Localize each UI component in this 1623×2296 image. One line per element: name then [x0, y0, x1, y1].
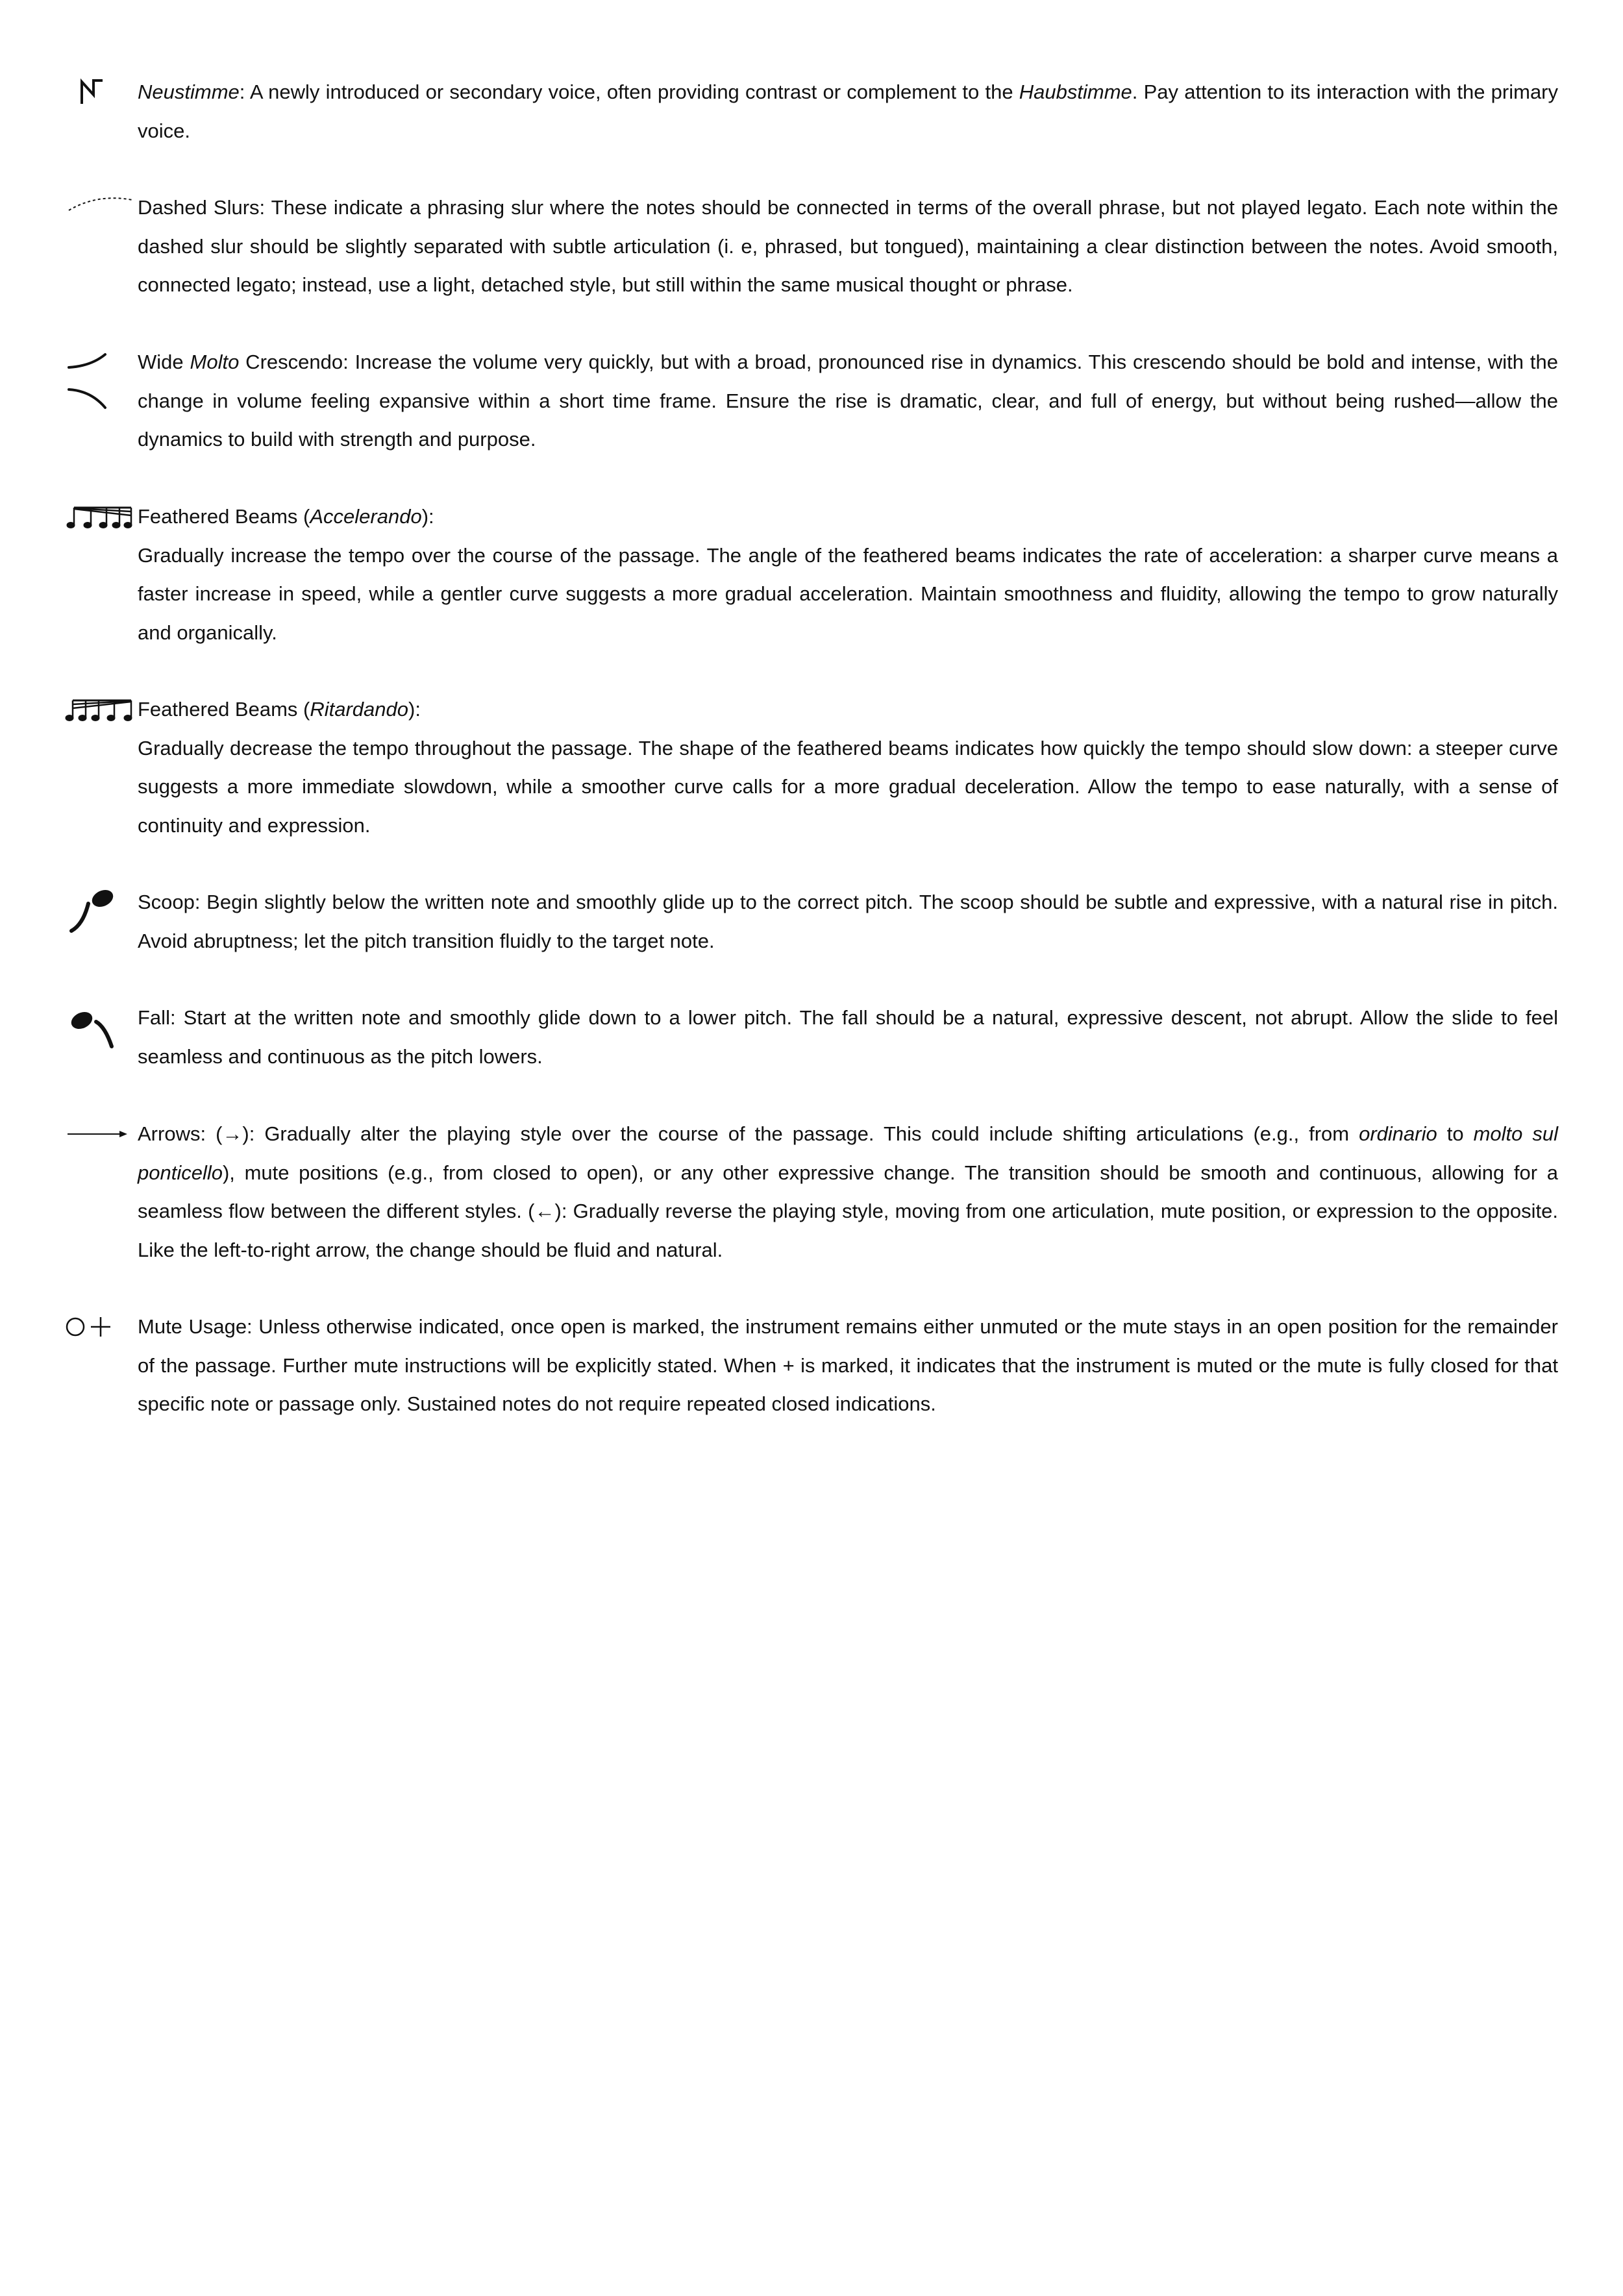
- neustimme-title-colon: :: [239, 80, 245, 103]
- mute-usage-body: Unless otherwise indicated, once open is marked, the instrument remains either unmuted or the mute stays in an open position for the remainder of the passage. Further mute instructions will be explicitly stated. When + is marked, it indicates that the instrument is muted or the mute is fully closed for that specific note or passage only. Sustained notes do not require repeated closed indications.: [138, 1315, 1558, 1415]
- feathered-ritardando-title-pre: Feathered Beams (: [138, 698, 310, 721]
- arrows-body-molto-sul-ponticello: molto sul ponticello: [138, 1122, 1558, 1184]
- wide-crescendo-body: Increase the volume very quickly, but with a broad, pronounced rise in dynamics. This crescendo should be bold and intense, with the change in volume feeling expansive within a short time frame. Ensure the rise is dramatic, clear, and full of energy, but without being rushed—allow the dynamics to build with strength and purpose.: [138, 351, 1558, 451]
- dashed-slurs-title: Dashed Slurs:: [138, 196, 266, 219]
- neustimme-title: Neustimme: [138, 80, 240, 103]
- scoop-body: Begin slightly below the written note and smoothly glide up to the correct pitch. The scoop should be subtle and expressive, with a natural rise in pitch. Avoid abruptness; let the pitch transition fluidly to the target note.: [138, 891, 1558, 952]
- feathered-accelerando-title-pre: Feathered Beams (: [138, 505, 310, 528]
- arrows-body-ordinario: ordinario: [1359, 1122, 1437, 1145]
- neustimme-body-part2: . Pay attention to its interaction with the primary voice.: [138, 80, 1559, 142]
- neustimme-body-part1: A newly introduced or secondary voice, often providing contrast or complement to the: [245, 80, 1019, 103]
- wide-crescendo-title-pre: Wide: [138, 351, 190, 373]
- feathered-ritardando-body: Gradually decrease the tempo throughout the passage. The shape of the feathered beams indicates how quickly the tempo should slow down: a steeper curve suggests a more immediate slowdown, while a smoother curve calls for a more gradual deceleration. Allow the tempo to ease naturally, with a sense of continuity and expression.: [138, 736, 1558, 837]
- feathered-beams-ritardando-icon: [65, 698, 136, 721]
- entry-mute-usage-text: [138, 1307, 1558, 1424]
- wide-crescendo-icon: [65, 347, 136, 418]
- entry-arrows-text: [138, 1115, 1558, 1269]
- entry-feathered-ritardando-text: [138, 690, 1558, 845]
- neustimme-bracket-icon: [65, 77, 136, 108]
- entry-dashed-slurs-text: [138, 188, 1558, 304]
- feathered-beams-accelerando-icon: [65, 505, 136, 528]
- entry-fall-text: [138, 998, 1558, 1076]
- neustimme-body-haubstimme: Haubstimme: [1019, 80, 1132, 103]
- feathered-accelerando-title-italic: Accelerando: [310, 505, 422, 528]
- feathered-ritardando-title-italic: Ritardando: [310, 698, 409, 721]
- scoop-icon: [65, 884, 136, 936]
- entry-wide-crescendo-text: [138, 343, 1558, 459]
- entry-feathered-accelerando-text: [138, 497, 1558, 652]
- mute-usage-title: Mute Usage:: [138, 1315, 253, 1338]
- wide-crescendo-title-post: Crescendo:: [239, 351, 349, 373]
- arrows-body-part2: ), mute positions (e.g., from closed to open), or any other expressive change. The transition should be smooth and continuous, allowing for a seamless flow between the different styles. (←): Gradually reverse the playing style, moving from one articulation, mute position, or expression to the opposite. Like the left-to-right arrow, the change should be fluid and natural.: [138, 1161, 1558, 1261]
- feathered-ritardando-title-post: ):: [408, 698, 421, 721]
- feathered-accelerando-title-post: ):: [421, 505, 434, 528]
- arrows-body-part1: (→): Gradually alter the playing style over the course of the passage. This could include shifting articulations (e.g., from: [206, 1122, 1359, 1145]
- dashed-slur-icon: [65, 195, 136, 214]
- dashed-slurs-body: These indicate a phrasing slur where the notes should be connected in terms of the overall phrase, but not played legato. Each note within the dashed slur should be slightly separated with subtle articulation (i. e, phrased, but tongued), maintaining a clear distinction between the notes. Avoid smooth, connected legato; instead, use a light, detached style, but still within the same musical thought or phrase.: [138, 196, 1558, 296]
- wide-crescendo-title-molto: Molto: [190, 351, 240, 373]
- arrows-title: Arrows:: [138, 1122, 206, 1145]
- scoop-title: Scoop:: [138, 891, 201, 913]
- entry-neustimme-text: [138, 73, 1558, 150]
- fall-icon: [65, 1001, 136, 1053]
- mute-open-closed-icon: [65, 1315, 136, 1341]
- feathered-accelerando-body: Gradually increase the tempo over the course of the passage. The angle of the feathered beams indicates the rate of acceleration: a sharper curve means a faster increase in speed, while a gentler curve suggests a more gradual acceleration. Maintain smoothness and fluidity, allowing the tempo to grow naturally and organically.: [138, 543, 1558, 644]
- fall-title: Fall:: [138, 1006, 176, 1029]
- fall-body: Start at the written note and smoothly glide down to a lower pitch. The fall should be a natural, expressive descent, not abrupt. Allow the slide to feel seamless and continuous as the pitch lowers.: [138, 1006, 1558, 1068]
- arrow-icon: [65, 1129, 136, 1139]
- entry-scoop-text: [138, 883, 1558, 960]
- arrows-body-to: to: [1437, 1122, 1474, 1145]
